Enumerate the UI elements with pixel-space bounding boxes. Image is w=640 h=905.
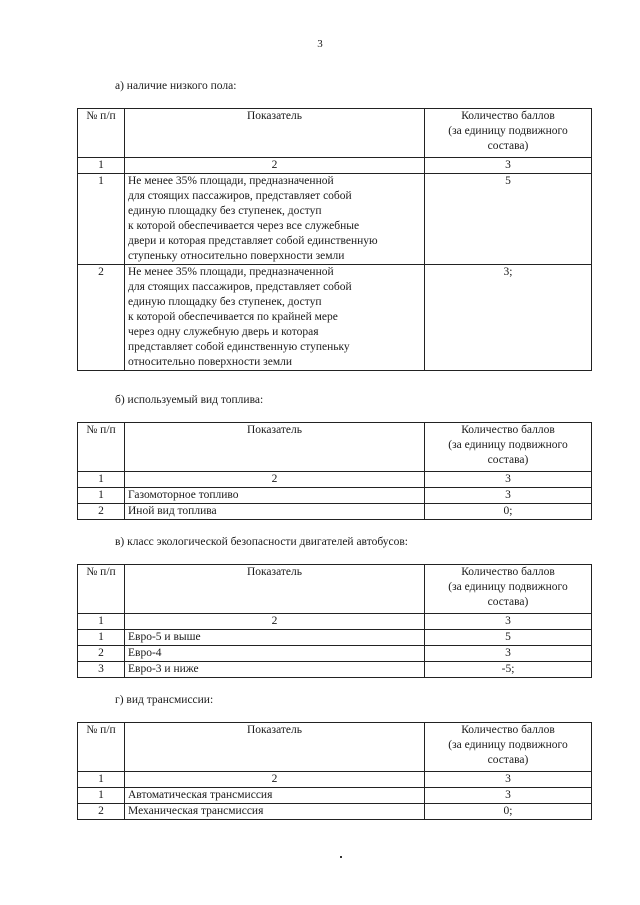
row-indicator: Автоматическая трансмиссия bbox=[125, 788, 425, 804]
table-row bbox=[78, 646, 592, 662]
index-cell: 3 bbox=[425, 158, 592, 174]
index-cell: 2 bbox=[125, 614, 425, 630]
table-transmission bbox=[77, 722, 592, 820]
row-indicator: Евро-4 bbox=[125, 646, 425, 662]
row-number: 1 bbox=[78, 630, 125, 646]
row-indicator: Газомоторное топливо bbox=[125, 488, 425, 504]
row-indicator: Евро-3 и ниже bbox=[125, 662, 425, 678]
row-number: 2 bbox=[78, 646, 125, 662]
row-indicator: Евро-5 и выше bbox=[125, 630, 425, 646]
table-row bbox=[78, 174, 592, 265]
row-score: -5; bbox=[425, 662, 592, 678]
index-cell: 2 bbox=[125, 772, 425, 788]
row-score: 5 bbox=[425, 630, 592, 646]
row-score: 3; bbox=[425, 265, 592, 371]
section-title-low-floor: а) наличие низкого пола: bbox=[115, 80, 237, 92]
index-cell: 3 bbox=[425, 614, 592, 630]
row-score: 5 bbox=[425, 174, 592, 265]
table-row bbox=[78, 630, 592, 646]
header-score: Количество баллов (за единицу подвижного состава) bbox=[425, 109, 592, 158]
header-num: № п/п bbox=[78, 565, 125, 614]
table-row bbox=[78, 788, 592, 804]
row-indicator: Иной вид топлива bbox=[125, 504, 425, 520]
index-cell: 1 bbox=[78, 472, 125, 488]
table-row bbox=[78, 488, 592, 504]
row-score: 3 bbox=[425, 646, 592, 662]
table-row bbox=[78, 504, 592, 520]
row-score: 0; bbox=[425, 504, 592, 520]
header-num: № п/п bbox=[78, 423, 125, 472]
row-score: 3 bbox=[425, 788, 592, 804]
row-number: 3 bbox=[78, 662, 125, 678]
index-cell: 2 bbox=[125, 158, 425, 174]
index-cell: 1 bbox=[78, 614, 125, 630]
row-number: 2 bbox=[78, 504, 125, 520]
header-indicator: Показатель bbox=[125, 423, 425, 472]
index-cell: 3 bbox=[425, 772, 592, 788]
table-low-floor bbox=[77, 108, 592, 371]
header-num: № п/п bbox=[78, 723, 125, 772]
row-number: 2 bbox=[78, 804, 125, 820]
page-number: 3 bbox=[317, 38, 323, 50]
header-num: № п/п bbox=[78, 109, 125, 158]
row-number: 1 bbox=[78, 788, 125, 804]
table-row bbox=[78, 265, 592, 371]
section-title-eco-class: в) класс экологической безопасности двигателей автобусов: bbox=[115, 536, 408, 548]
table-eco-class bbox=[77, 564, 592, 678]
row-indicator: Не менее 35% площади, предназначенной для стоящих пассажиров, представляет собой единую площадку без ступенек, доступ к которой обеспечивается по крайней мере через одну служебную дверь и которая представляет собой единственную ступеньку относительно поверхности земли bbox=[125, 265, 425, 371]
index-cell: 3 bbox=[425, 472, 592, 488]
header-indicator: Показатель bbox=[125, 723, 425, 772]
row-number: 2 bbox=[78, 265, 125, 371]
index-cell: 1 bbox=[78, 158, 125, 174]
header-score: Количество баллов (за единицу подвижного состава) bbox=[425, 423, 592, 472]
table-row bbox=[78, 662, 592, 678]
row-number: 1 bbox=[78, 488, 125, 504]
table-fuel bbox=[77, 422, 592, 520]
scan-speck bbox=[340, 856, 342, 858]
header-score: Количество баллов (за единицу подвижного состава) bbox=[425, 565, 592, 614]
row-indicator: Не менее 35% площади, предназначенной для стоящих пассажиров, представляет собой единую площадку без ступенек, доступ к которой обеспечивается через все служебные двери и которая представляет собой единственную ступеньку относительно поверхности земли bbox=[125, 174, 425, 265]
section-title-fuel: б) используемый вид топлива: bbox=[115, 394, 264, 406]
section-title-transmission: г) вид трансмиссии: bbox=[115, 694, 214, 706]
header-score: Количество баллов (за единицу подвижного состава) bbox=[425, 723, 592, 772]
header-indicator: Показатель bbox=[125, 565, 425, 614]
row-number: 1 bbox=[78, 174, 125, 265]
index-cell: 1 bbox=[78, 772, 125, 788]
row-score: 3 bbox=[425, 488, 592, 504]
row-indicator: Механическая трансмиссия bbox=[125, 804, 425, 820]
index-cell: 2 bbox=[125, 472, 425, 488]
table-row bbox=[78, 804, 592, 820]
row-score: 0; bbox=[425, 804, 592, 820]
header-indicator: Показатель bbox=[125, 109, 425, 158]
